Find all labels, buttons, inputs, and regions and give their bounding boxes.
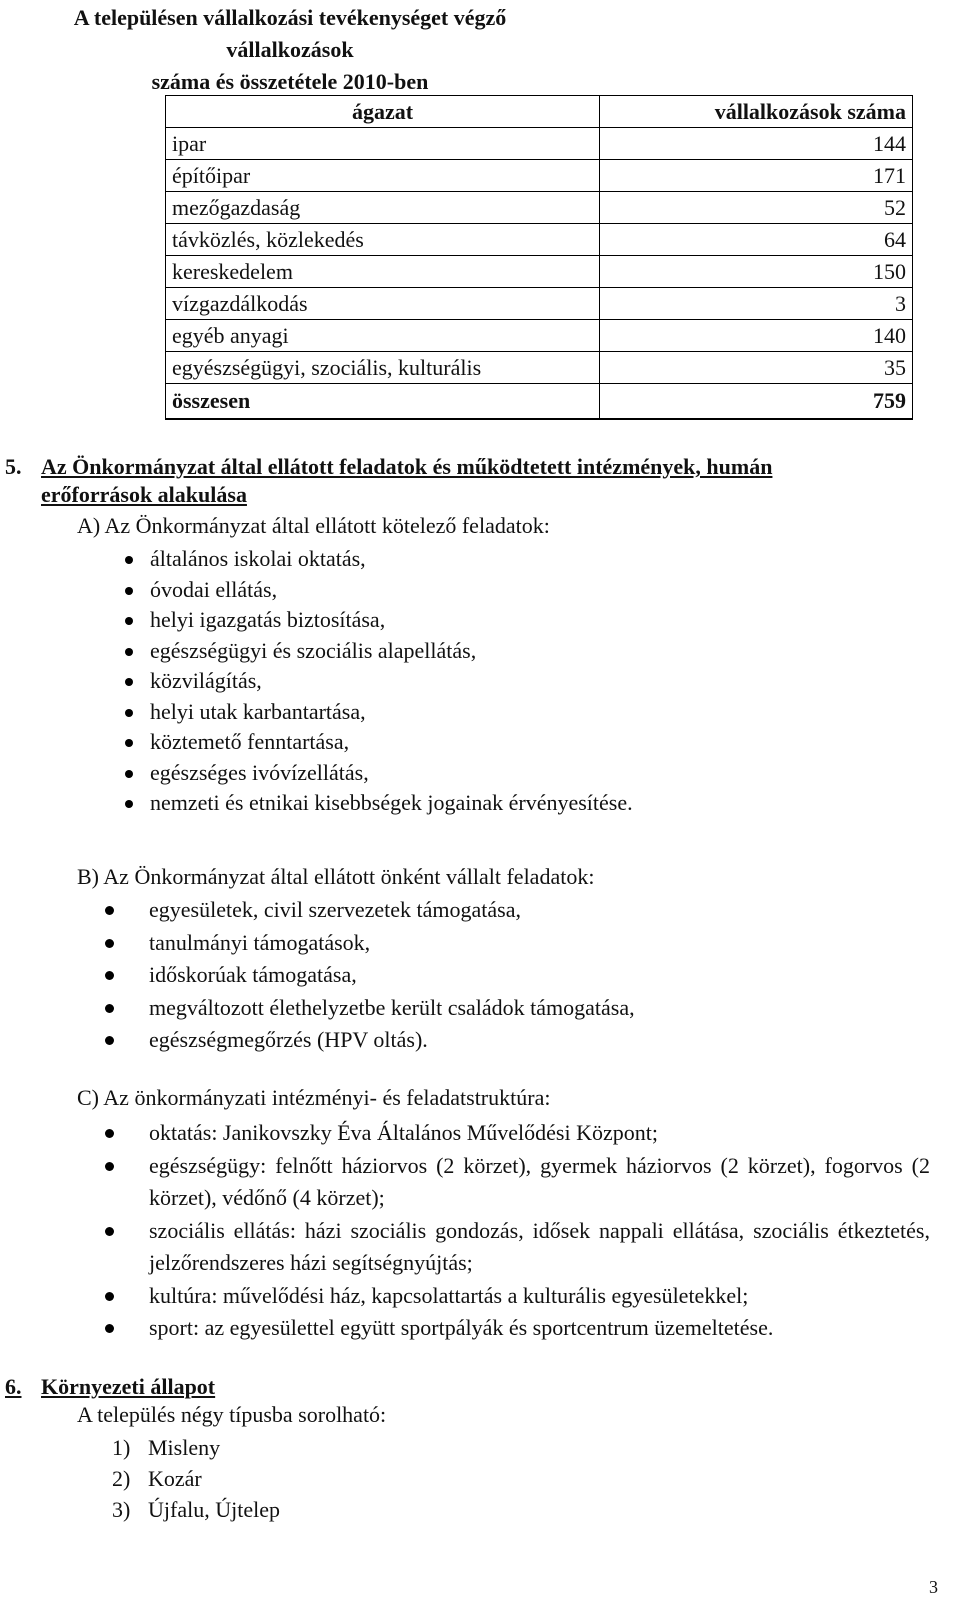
sector-cell: távközlés, közlekedés (166, 224, 600, 256)
mandatory-tasks-list (125, 544, 633, 819)
item-text: Misleny (148, 1435, 221, 1460)
list-item: óvodai ellátás, (125, 575, 633, 606)
section-6-number: 6. (5, 1374, 22, 1399)
table-row (166, 288, 913, 320)
count-cell: 150 (600, 256, 913, 288)
column-header-sector: ágazat (166, 96, 600, 128)
list-item: tanulmányi támogatások, (105, 927, 905, 960)
table-row (166, 160, 913, 192)
section-6-heading (5, 1373, 215, 1401)
count-cell: 52 (600, 192, 913, 224)
list-item: kultúra: művelődési ház, kapcsolattartás a kulturális egyesületekkel; (105, 1280, 930, 1313)
list-item: egészségmegőrzés (HPV oltás). (105, 1024, 905, 1057)
sector-cell: egyéb anyagi (166, 320, 600, 352)
list-item: egészséges ivóvízellátás, (125, 758, 633, 789)
section-5-title-line-1: Az Önkormányzat által ellátott feladatok és működtetett intézmények, humán (41, 454, 773, 479)
list-item: egészségügyi és szociális alapellátás, (125, 636, 633, 667)
page-number: 3 (929, 1577, 938, 1597)
table-row (166, 256, 913, 288)
sector-cell: egyészségügyi, szociális, kulturális (166, 352, 600, 384)
voluntary-tasks-list (105, 894, 905, 1057)
table-row (166, 352, 913, 384)
item-number: 2) (112, 1466, 131, 1491)
count-cell: 171 (600, 160, 913, 192)
list-item (112, 1494, 280, 1525)
list-item: megváltozott élethelyzetbe került családok támogatása, (105, 992, 905, 1025)
table-header-row (166, 96, 913, 128)
list-item: szociális ellátás: házi szociális gondozás, idősek nappali ellátása, szociális étkeztetés, jelzőrendszeres házi segítségnyújtás; (105, 1215, 930, 1280)
column-header-count: vállalkozások száma (600, 96, 913, 128)
item-text: Újfalu, Újtelep (148, 1497, 280, 1522)
sector-cell: vízgazdálkodás (166, 288, 600, 320)
section-b-title: B) Az Önkormányzat által ellátott önként vállalt feladatok: (77, 864, 595, 889)
list-item: helyi utak karbantartása, (125, 697, 633, 728)
section-c-title: C) Az önkormányzati intézményi- és feladatstruktúra: (77, 1085, 551, 1110)
total-label: összesen (166, 384, 600, 420)
list-item: időskorúak támogatása, (105, 959, 905, 992)
title-line-2: száma és összetétele 2010-ben (151, 69, 429, 94)
item-text: Kozár (148, 1466, 202, 1491)
section-5-number: 5. (5, 454, 22, 479)
count-cell: 35 (600, 352, 913, 384)
list-item: közvilágítás, (125, 666, 633, 697)
table-row (166, 192, 913, 224)
section-5-title-line-2: erőforrások alakulása (41, 482, 247, 507)
sector-cell: mezőgazdaság (166, 192, 600, 224)
section-a-title: A) Az Önkormányzat által ellátott kötelező feladatok: (77, 513, 550, 538)
list-item: egészségügy: felnőtt háziorvos (2 körzet), gyermek háziorvos (2 körzet), fogorvos (2 körzet), védőnő (4 körzet); (105, 1150, 930, 1215)
table-row (166, 320, 913, 352)
list-item: általános iskolai oktatás, (125, 544, 633, 575)
institution-structure-list (105, 1117, 930, 1345)
table-row (166, 128, 913, 160)
list-item: oktatás: Janikovszky Éva Általános Művelődési Központ; (105, 1117, 930, 1150)
enterprise-table (165, 95, 913, 420)
document-title (40, 2, 540, 98)
section-6-intro: A település négy típusba sorolható: (77, 1402, 387, 1427)
settlement-types-list (112, 1432, 280, 1525)
section-5-heading (5, 453, 935, 509)
count-cell: 140 (600, 320, 913, 352)
list-item: sport: az egyesülettel együtt sportpályák és sportcentrum üzemeltetése. (105, 1312, 930, 1345)
list-item (112, 1432, 280, 1463)
list-item: nemzeti és etnikai kisebbségek jogainak érvényesítése. (125, 788, 633, 819)
sector-cell: építőipar (166, 160, 600, 192)
list-item (112, 1463, 280, 1494)
section-6-title: Környezeti állapot (41, 1374, 216, 1399)
title-line-1: A településen vállalkozási tevékenységet végző vállalkozások (73, 5, 507, 62)
item-number: 3) (112, 1497, 131, 1522)
list-item: egyesületek, civil szervezetek támogatása, (105, 894, 905, 927)
item-number: 1) (112, 1435, 131, 1460)
total-count: 759 (600, 384, 913, 420)
table-total-row (166, 384, 913, 420)
count-cell: 64 (600, 224, 913, 256)
list-item: köztemető fenntartása, (125, 727, 633, 758)
list-item: helyi igazgatás biztosítása, (125, 605, 633, 636)
count-cell: 3 (600, 288, 913, 320)
table-row (166, 224, 913, 256)
count-cell: 144 (600, 128, 913, 160)
sector-cell: ipar (166, 128, 600, 160)
sector-cell: kereskedelem (166, 256, 600, 288)
